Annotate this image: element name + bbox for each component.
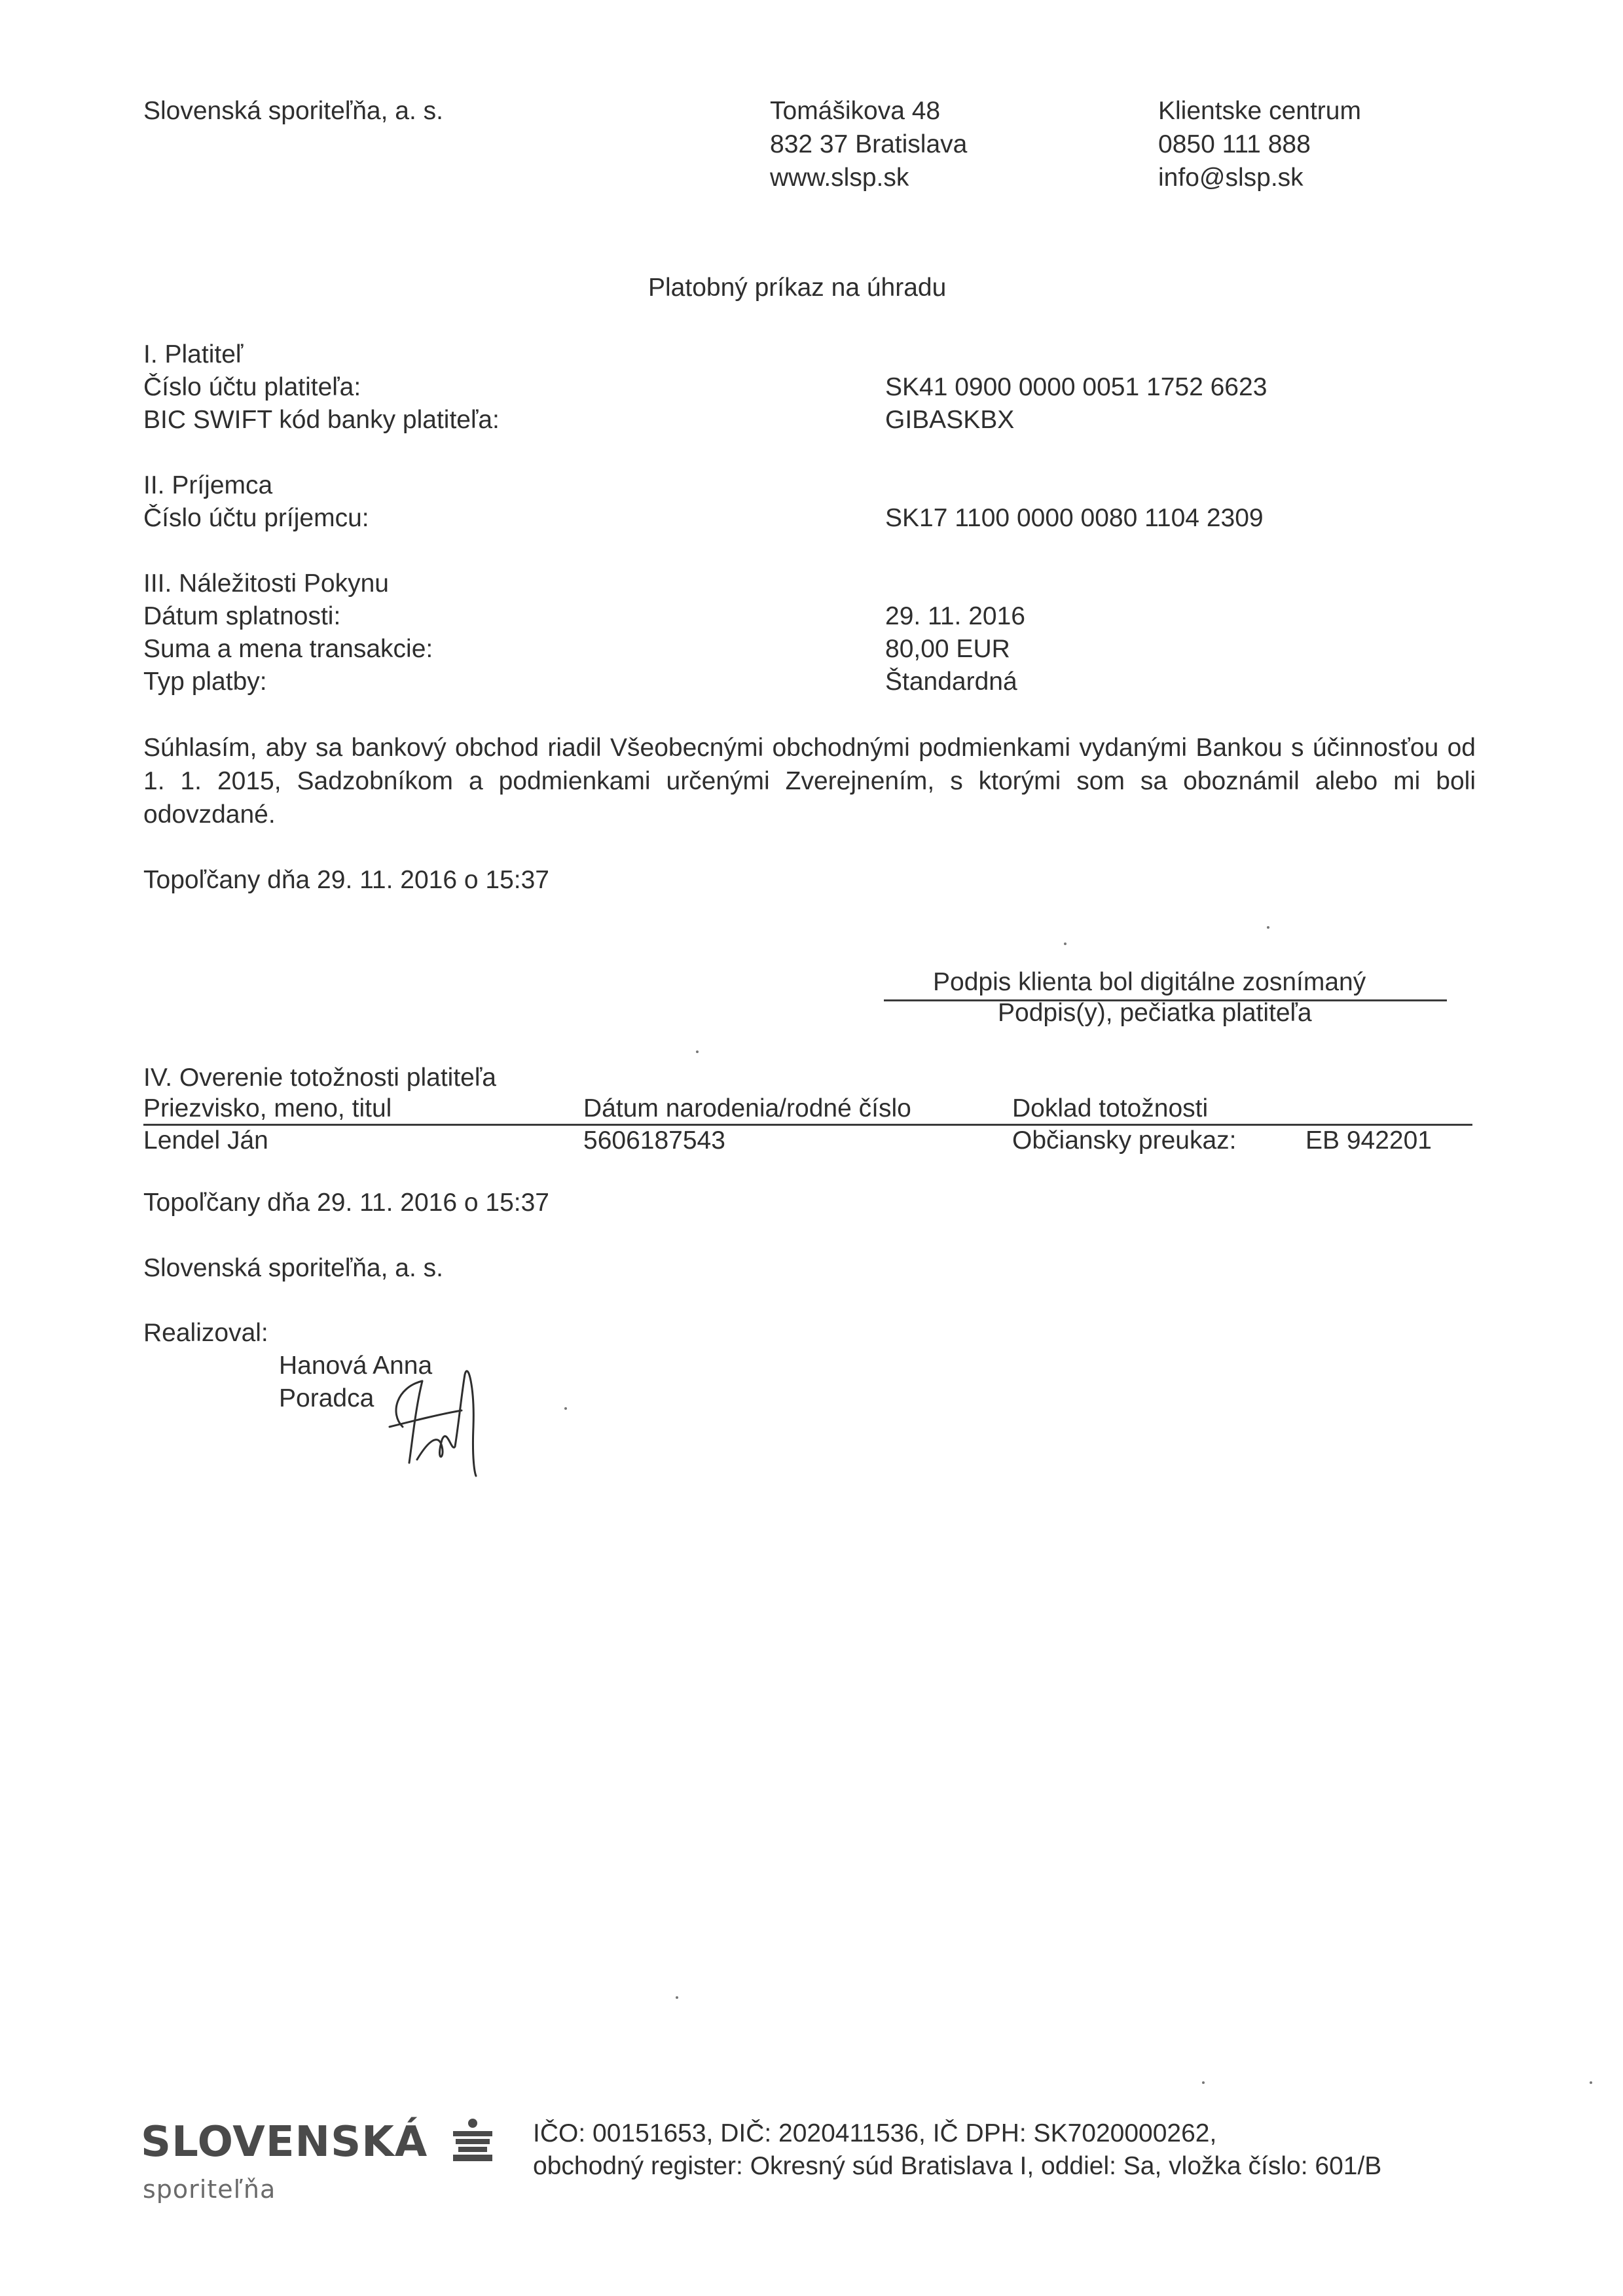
payer-account-value: SK41 0900 0000 0051 1752 6623 [885,373,1267,401]
verification-heading: IV. Overenie totožnosti platiteľa [143,1064,496,1092]
bank-name-closing: Slovenská sporiteľňa, a. s. [143,1254,443,1282]
logo-subtitle: sporiteľňa [143,2175,276,2204]
consent-paragraph: Súhlasím, aby sa bankový obchod riadil Všeobecnými obchodnými podmienkami vydanými Bankou s účinnosťou od 1. 1. 2015, Sadzobníkom a podmienkami určenými Zverejnením, s ktorými som sa oboznámil alebo mi boli odovzdané. [143,734,1476,829]
payer-birth-value: 5606187543 [583,1126,725,1155]
payee-heading: II. Príjemca [143,471,273,499]
payer-name-value: Lendel Ján [143,1126,268,1155]
client-centre-email: info@slsp.sk [1158,164,1304,192]
bank-name: Slovenská sporiteľňa, a. s. [143,97,443,125]
bank-city: 832 37 Bratislava [770,130,968,158]
bank-website: www.slsp.sk [770,164,909,192]
client-centre-phone: 0850 111 888 [1158,130,1311,158]
amount-label: Suma a mena transakcie: [143,635,433,663]
digital-signature-note: Podpis klienta bol digitálne zosnímaný [933,968,1366,996]
realized-name: Hanová Anna [279,1352,433,1380]
signature-caption: Podpis(y), pečiatka platiteľa [998,999,1312,1027]
place-date-2: Topoľčany dňa 29. 11. 2016 o 15:37 [143,1189,549,1217]
due-date-label: Dátum splatnosti: [143,602,341,630]
col-document-header: Doklad totožnosti [1012,1094,1209,1122]
table-header-rule [143,1124,1472,1126]
payment-type-value: Štandardná [885,668,1017,696]
handwritten-signature [376,1348,481,1479]
details-heading: III. Náležitosti Pokynu [143,569,389,598]
col-birth-header: Dátum narodenia/rodné číslo [583,1094,911,1122]
footer-commercial-register: obchodný register: Okresný súd Bratislava I, oddiel: Sa, vložka číslo: 601/B [533,2152,1382,2180]
payer-bic-value: GIBASKBX [885,406,1015,434]
footer-registration-ids: IČO: 00151653, DIČ: 2020411536, IČ DPH: SK7020000262, [533,2119,1217,2147]
payer-bic-label: BIC SWIFT kód banky platiteľa: [143,406,500,434]
document-title: Platobný príkaz na úhradu [648,274,947,302]
bank-street: Tomášikova 48 [770,97,941,125]
realized-role: Poradca [279,1384,374,1412]
document-number-value: EB 942201 [1305,1126,1432,1155]
place-date-1: Topoľčany dňa 29. 11. 2016 o 15:37 [143,866,549,894]
payer-account-label: Číslo účtu platiteľa: [143,373,361,401]
logo-emblem-icon [449,2114,496,2166]
payment-type-label: Typ platby: [143,668,267,696]
amount-value: 80,00 EUR [885,635,1010,663]
realized-label: Realizoval: [143,1319,268,1347]
due-date-value: 29. 11. 2016 [885,602,1025,630]
payee-account-value: SK17 1100 0000 0080 1104 2309 [885,504,1264,532]
payer-heading: I. Platiteľ [143,340,244,368]
payee-account-label: Číslo účtu príjemcu: [143,504,369,532]
logo-wordmark: SLOVENSKÁ [141,2118,428,2166]
document-type-value: Občiansky preukaz: [1012,1126,1237,1155]
col-name-header: Priezvisko, meno, titul [143,1094,392,1122]
client-centre-label: Klientske centrum [1158,97,1361,125]
